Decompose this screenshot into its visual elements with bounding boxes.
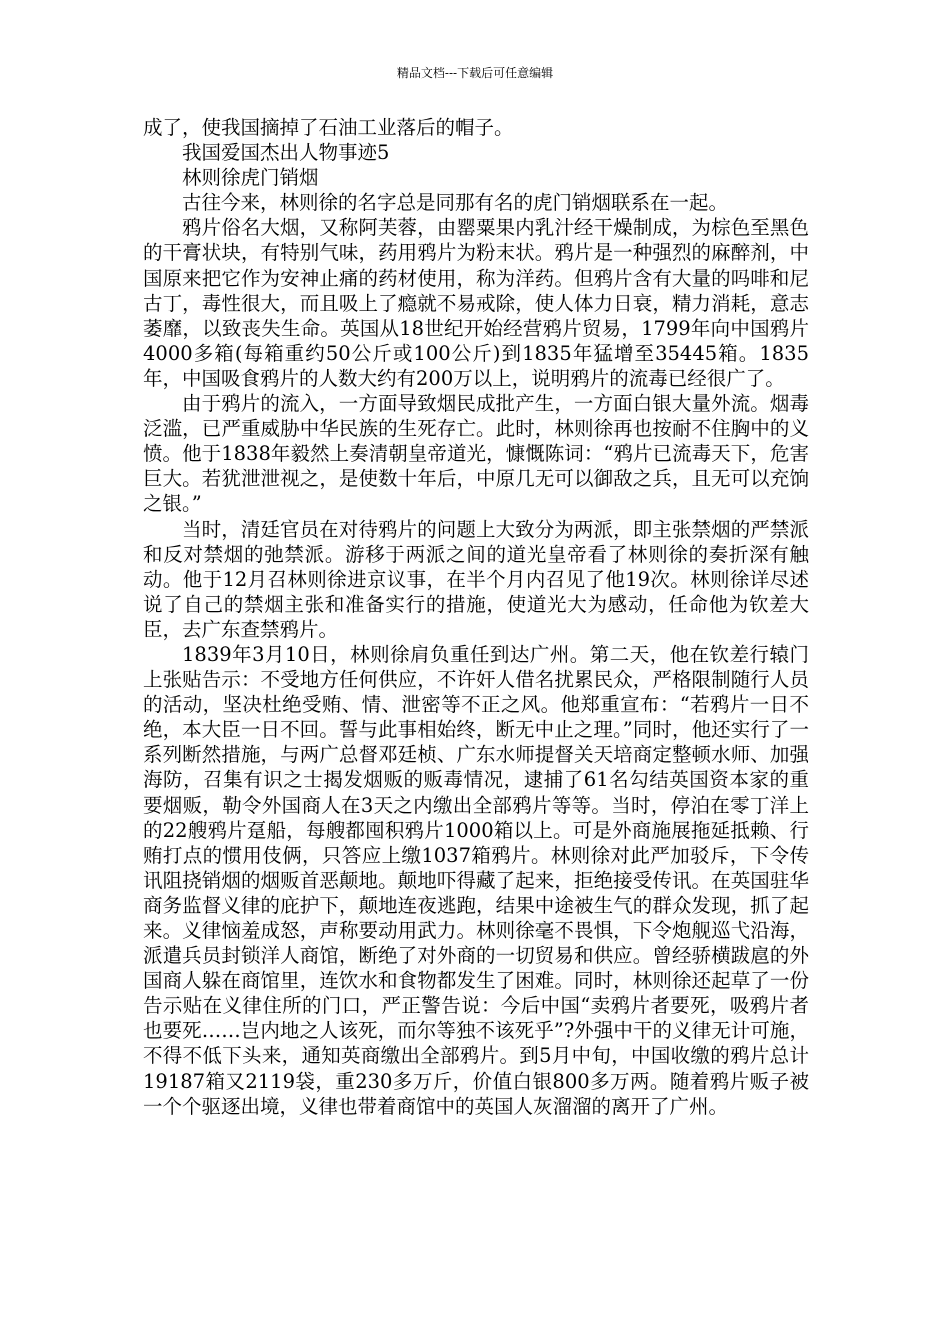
section-heading: 我国爱国杰出人物事迹5: [182, 141, 390, 165]
paragraph: 鸦片俗名大烟，又称阿芙蓉，由罂粟果内乳汁经干燥制成，为棕色至黑色的干膏状块，有特别气味，药用鸦片为粉末状。鸦片是一种强烈的麻醉剂，中国原来把它作为安神止痛的药材使用，称为洋药。但鸦片含有大量的吗啡和尼古丁，毒性很大，而且吸上了瘾就不易戒除，使人体力日衰，精力消耗，意志萎靡，以致丧失生命。英国从18世纪开始经营鸦片贸易，1799年向中国鸦片4000多箱(每箱重约50公斤或100公斤)到1835年猛增至35445箱。1835年，中国吸食鸦片的人数大约有200万以上，说明鸦片的流毒已经很广了。: [143, 216, 809, 390]
document-body: [143, 115, 809, 1119]
paragraph: 古往今来，林则徐的名字总是同那有名的虎门销烟联系在一起。: [182, 191, 729, 215]
paragraph: 由于鸦片的流入，一方面导致烟民成批产生，一方面白银大量外流。烟毒泛滥，已严重威胁中华民族的生死存亡。此时，林则徐再也按耐不住胸中的义愤。他于1838年毅然上奏清朝皇帝道光，慷慨陈词：“鸦片已流毒天下，危害巨大。若犹泄泄视之，是使数十年后，中原几无可以御敌之兵，且无可以充饷之银。”: [143, 392, 809, 516]
page-header: 精品文档---下载后可任意编辑: [396, 66, 554, 80]
paragraph-continuation: 成了，使我国摘掉了石油工业落后的帽子。: [143, 116, 514, 139]
paragraph: 当时，清廷官员在对待鸦片的问题上大致分为两派，即主张禁烟的严禁派和反对禁烟的弛禁派。游移于两派之间的道光皇帝看了林则徐的奏折深有触动。他于12月召林则徐进京议事，在半个月内召见了他19次。林则徐详尽述说了自己的禁烟主张和准备实行的措施，使道光大为感动，任命他为钦差大臣，去广东查禁鸦片。: [143, 517, 809, 641]
article-title: 林则徐虎门销烟: [182, 166, 319, 190]
paragraph: 1839年3月10日，林则徐肩负重任到达广州。第二天，他在钦差行辕门上张贴告示：不受地方任何供应，不许奸人借名扰累民众，严格限制随行人员的活动，坚决杜绝受贿、情、泄密等不正之风。他郑重宣布：“若鸦片一日不绝，本大臣一日不回。誓与此事相始终，断无中止之理。”同时，他还实行了一系列断然措施，与两广总督邓廷桢、广东水师提督关天培商定整顿水师、加强海防，召集有识之士揭发烟贩的贩毒情况，逮捕了61名勾结英国资本家的重要烟贩，勒令外国商人在3天之内缴出全部鸦片等等。当时，停泊在零丁洋上的22艘鸦片趸船，每艘都囤积鸦片1000箱以上。可是外商施展拖延抵赖、行贿打点的惯用伎俩，只答应上缴1037箱鸦片。林则徐对此严加驳斥，下令传讯阻挠销烟的烟贩首恶颠地。颠地吓得藏了起来，拒绝接受传讯。在英国驻华商务监督义律的庇护下，颠地连夜逃跑，结果中途被生气的群众发现，抓了起来。义律恼羞成怒，声称要动用武力。林则徐毫不畏惧，下令炮舰巡弋沿海，派遣兵员封锁洋人商馆，断绝了对外商的一切贸易和供应。曾经骄横跋扈的外国商人躲在商馆里，连饮水和食物都发生了困难。同时，林则徐还起草了一份告示贴在义律住所的门口，严正警告说：今后中国“卖鸦片者要死，吸鸦片者也要死……岂内地之人该死，而尔等独不该死乎”?外强中干的义律无计可施，不得不低下头来，通知英商缴出全部鸦片。到5月中旬，中国收缴的鸦片总计19187箱又2119袋，重230多万斤，价值白银800多万两。随着鸦片贩子被一个个驱逐出境，义律也带着商馆中的英国人灰溜溜的离开了广州。: [143, 642, 809, 1118]
